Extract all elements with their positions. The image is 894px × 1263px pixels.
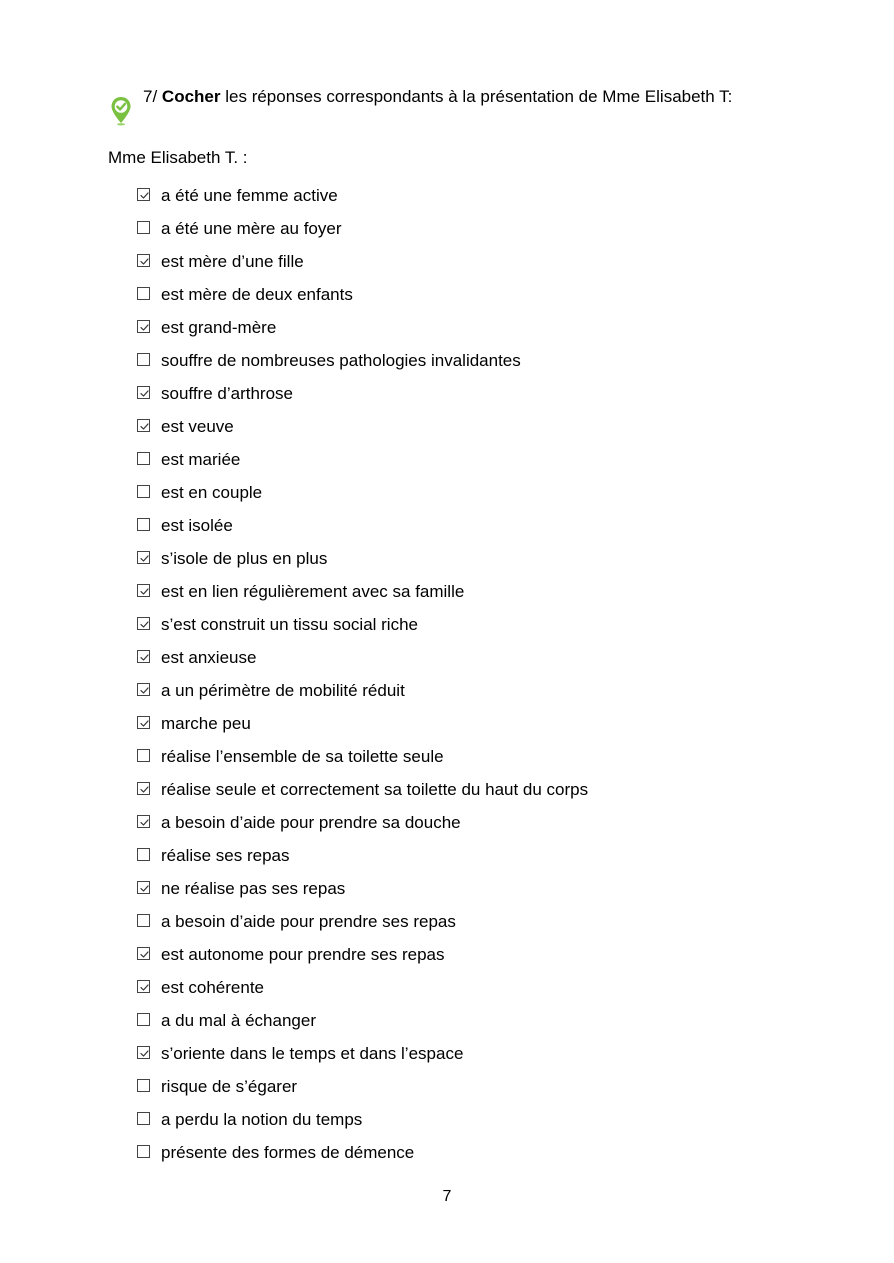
checklist-item-label: marche peu xyxy=(161,713,251,733)
checklist-item-label: est mère de deux enfants xyxy=(161,284,353,304)
checklist-item-label: réalise seule et correctement sa toilette du haut du corps xyxy=(161,779,589,799)
checklist-item xyxy=(137,344,588,377)
checklist xyxy=(137,179,588,1169)
unchecked-box-icon[interactable] xyxy=(137,1112,150,1125)
checklist-item xyxy=(137,1136,588,1169)
checklist-item-label: a du mal à échanger xyxy=(161,1010,316,1030)
checked-box-icon[interactable] xyxy=(137,947,150,960)
checklist-item-label: réalise ses repas xyxy=(161,845,290,865)
checked-box-icon[interactable] xyxy=(137,881,150,894)
checkmark-icon xyxy=(139,421,150,432)
unchecked-box-icon[interactable] xyxy=(137,518,150,531)
checkmark-icon xyxy=(139,883,150,894)
checkmark-icon xyxy=(139,619,150,630)
checkmark-icon xyxy=(139,322,150,333)
question-instruction: les réponses correspondants à la présentation de Mme Elisabeth T: xyxy=(225,87,733,106)
checklist-item-label: est autonome pour prendre ses repas xyxy=(161,944,445,964)
checked-box-icon[interactable] xyxy=(137,782,150,795)
checklist-item xyxy=(137,410,588,443)
checkmark-icon xyxy=(139,817,150,828)
checkmark-icon xyxy=(139,652,150,663)
checkmark-icon xyxy=(139,949,150,960)
unchecked-box-icon[interactable] xyxy=(137,287,150,300)
checklist-item-label: réalise l’ensemble de sa toilette seule xyxy=(161,746,444,766)
checklist-item xyxy=(137,542,588,575)
checked-box-icon[interactable] xyxy=(137,683,150,696)
checklist-item xyxy=(137,740,588,773)
checklist-item xyxy=(137,608,588,641)
unchecked-box-icon[interactable] xyxy=(137,1079,150,1092)
checklist-item-label: est isolée xyxy=(161,515,233,535)
unchecked-box-icon[interactable] xyxy=(137,914,150,927)
checked-box-icon[interactable] xyxy=(137,650,150,663)
question-number: 7/ xyxy=(143,87,158,106)
checked-box-icon[interactable] xyxy=(137,716,150,729)
checkmark-icon xyxy=(139,256,150,267)
checked-box-icon[interactable] xyxy=(137,254,150,267)
question-header xyxy=(110,84,870,128)
checklist-item-label: s’est construit un tissu social riche xyxy=(161,614,418,634)
checklist-item xyxy=(137,476,588,509)
checklist-item-label: a un périmètre de mobilité réduit xyxy=(161,680,405,700)
checklist-item-label: est en couple xyxy=(161,482,263,502)
checklist-item-label: ne réalise pas ses repas xyxy=(161,878,346,898)
checklist-item xyxy=(137,377,588,410)
checklist-item-label: est cohérente xyxy=(161,977,265,997)
checked-box-icon[interactable] xyxy=(137,980,150,993)
checked-box-icon[interactable] xyxy=(137,584,150,597)
checked-box-icon[interactable] xyxy=(137,419,150,432)
checklist-item-label: souffre d’arthrose xyxy=(161,383,293,403)
checked-box-icon[interactable] xyxy=(137,1046,150,1059)
checklist-item-label: souffre de nombreuses pathologies invalidantes xyxy=(161,350,521,370)
checked-box-icon[interactable] xyxy=(137,815,150,828)
checklist-item xyxy=(137,641,588,674)
checklist-item xyxy=(137,1004,588,1037)
checkmark-icon xyxy=(139,586,150,597)
checklist-item-label: risque de s’égarer xyxy=(161,1076,298,1096)
checkmark-icon xyxy=(139,982,150,993)
checklist-item-label: a perdu la notion du temps xyxy=(161,1109,363,1129)
page-number: 7 xyxy=(442,1188,452,1205)
checklist-item xyxy=(137,179,588,212)
checkmark-icon xyxy=(139,685,150,696)
checklist-item-label: est anxieuse xyxy=(161,647,257,667)
unchecked-box-icon[interactable] xyxy=(137,353,150,366)
checklist-item-label: est veuve xyxy=(161,416,234,436)
checklist-item-label: s’isole de plus en plus xyxy=(161,548,328,568)
checklist-item-label: est mère d’une fille xyxy=(161,251,304,271)
unchecked-box-icon[interactable] xyxy=(137,1013,150,1026)
checklist-item xyxy=(137,707,588,740)
checkmark-icon xyxy=(139,553,150,564)
check-pin-icon xyxy=(110,96,132,126)
unchecked-box-icon[interactable] xyxy=(137,221,150,234)
checklist-item xyxy=(137,1037,588,1070)
checklist-item xyxy=(137,905,588,938)
checklist-item xyxy=(137,509,588,542)
checklist-item-label: est grand-mère xyxy=(161,317,277,337)
checklist-item xyxy=(137,311,588,344)
checklist-item-label: est en lien régulièrement avec sa famille xyxy=(161,581,465,601)
checklist-item xyxy=(137,1103,588,1136)
checklist-item xyxy=(137,443,588,476)
checkmark-icon xyxy=(139,190,150,201)
checked-box-icon[interactable] xyxy=(137,386,150,399)
checklist-item-label: est mariée xyxy=(161,449,241,469)
checklist-item xyxy=(137,872,588,905)
checklist-item xyxy=(137,806,588,839)
checkmark-icon xyxy=(139,718,150,729)
unchecked-box-icon[interactable] xyxy=(137,749,150,762)
checklist-item xyxy=(137,575,588,608)
checklist-item xyxy=(137,839,588,872)
subject-label: Mme Elisabeth T. : xyxy=(108,148,248,167)
checklist-item-label: a été une femme active xyxy=(161,185,338,205)
checked-box-icon[interactable] xyxy=(137,617,150,630)
checklist-item xyxy=(137,674,588,707)
unchecked-box-icon[interactable] xyxy=(137,1145,150,1158)
checked-box-icon[interactable] xyxy=(137,188,150,201)
checklist-item xyxy=(137,971,588,1004)
question-instruction-bold: Cocher xyxy=(161,87,221,106)
checked-box-icon[interactable] xyxy=(137,551,150,564)
checklist-item-label: présente des formes de démence xyxy=(161,1142,415,1162)
checklist-item xyxy=(137,212,588,245)
unchecked-box-icon[interactable] xyxy=(137,452,150,465)
checkmark-icon xyxy=(139,388,150,399)
checklist-item-label: a besoin d’aide pour prendre sa douche xyxy=(161,812,461,832)
checklist-item xyxy=(137,245,588,278)
checkmark-icon xyxy=(139,784,150,795)
checklist-item xyxy=(137,278,588,311)
checklist-item-label: s’oriente dans le temps et dans l’espace xyxy=(161,1043,464,1063)
checkmark-icon xyxy=(139,1048,150,1059)
checked-box-icon[interactable] xyxy=(137,320,150,333)
checklist-item-label: a besoin d’aide pour prendre ses repas xyxy=(161,911,456,931)
unchecked-box-icon[interactable] xyxy=(137,848,150,861)
checklist-item xyxy=(137,773,588,806)
question-text xyxy=(143,87,732,107)
unchecked-box-icon[interactable] xyxy=(137,485,150,498)
checklist-item xyxy=(137,938,588,971)
checklist-item xyxy=(137,1070,588,1103)
checklist-item-label: a été une mère au foyer xyxy=(161,218,342,238)
